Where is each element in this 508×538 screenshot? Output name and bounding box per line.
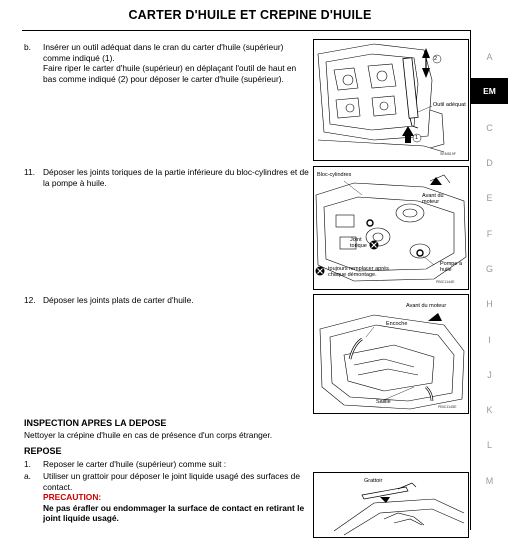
step-number: 12.	[24, 295, 36, 305]
step-number: 1.	[24, 459, 31, 469]
step-11	[24, 167, 310, 191]
caution-label: PRECAUTION:	[43, 492, 102, 503]
figure-scraper	[313, 472, 469, 538]
callout-2: 2	[434, 56, 438, 62]
label-engine-front: Avant du moteur	[406, 303, 447, 309]
figure-ref: SEM519F	[440, 152, 456, 156]
section-heading-repose: REPOSE	[24, 446, 62, 456]
label-tool: Outil adéquat	[433, 102, 466, 108]
inspection-text: Nettoyer la crépine d'huile en cas de présence d'un corps étranger.	[24, 430, 273, 440]
step-text: Déposer les joints toriques de la partie inférieure du bloc-cylindres et de la pompe à huile.	[43, 167, 309, 188]
section-tab-d[interactable]: D	[486, 158, 493, 168]
page-title: CARTER D'HUILE ET CREPINE D'HUILE	[128, 8, 372, 22]
gasket-illustration	[314, 295, 468, 413]
callout-1: 1	[415, 135, 419, 141]
section-tab-l[interactable]: L	[486, 440, 492, 450]
label-oring: Joint torique	[350, 237, 367, 250]
label-notch: Encoche	[386, 321, 408, 327]
label-boss: Saillie	[376, 399, 391, 405]
oil-pan-tool-illustration	[314, 40, 468, 160]
section-tab-em[interactable]: EM	[471, 78, 508, 104]
label-scraper: Grattoir	[364, 478, 383, 484]
figure-ref: PBIC1144E	[436, 280, 455, 284]
figure-oil-pan-removal	[313, 39, 469, 161]
section-tab-g[interactable]: G	[485, 264, 493, 274]
step-text: Reposer le carter d'huile (supérieur) comme suit :	[43, 459, 227, 469]
step-number: b.	[24, 42, 31, 52]
section-tab-e[interactable]: E	[486, 193, 493, 203]
label-oil-pump: Pompe à huile	[440, 261, 463, 274]
figure-ref: PBIC1145E	[438, 405, 457, 409]
step-text: Déposer les joints plats de carter d'huile.	[43, 295, 194, 305]
section-heading-inspection: INSPECTION APRES LA DEPOSE	[24, 418, 167, 428]
step-text: Insérer un outil adéquat dans le cran du carter d'huile (supérieur) comme indiqué (1). Faire riper le carter d'huile (supérieur) en déplaçant l'outil de haut en bas comme indiqué (2) pour déposer le carter d'huile (supérieur).	[43, 42, 297, 84]
label-engine-front: Avant du moteur	[422, 193, 444, 206]
step-text: Utiliser un grattoir pour déposer le joint liquide usagé des surfaces de contact.	[43, 471, 300, 492]
section-tab-k[interactable]: K	[486, 405, 493, 415]
scraper-illustration	[314, 473, 468, 537]
section-tab-j[interactable]: J	[487, 370, 492, 380]
section-tab-f[interactable]: F	[486, 229, 493, 239]
section-tab-i[interactable]: I	[488, 335, 491, 345]
figure-oring-removal	[313, 166, 469, 290]
figure-gasket-removal	[313, 294, 469, 414]
section-tab-a[interactable]: A	[486, 52, 493, 62]
step-b	[24, 42, 310, 98]
title-divider	[22, 30, 470, 31]
label-cylinder-block: Bloc-cylindres	[317, 172, 352, 178]
label-replace-note: toujours remplacer après chaque démontage.	[328, 266, 389, 279]
repose-step-1	[24, 459, 310, 471]
step-number: a.	[24, 471, 31, 481]
caution-text: Ne pas érafler ou endommager la surface de contact en retirant le joint liquide usagé.	[43, 502, 305, 524]
section-tab-c[interactable]: C	[486, 123, 493, 133]
step-text-block	[43, 471, 310, 524]
step-number: 11.	[24, 167, 36, 177]
section-tab-h[interactable]: H	[486, 299, 493, 309]
repose-step-a	[24, 471, 310, 530]
section-tab-m[interactable]: M	[485, 476, 494, 486]
step-12	[24, 295, 310, 307]
